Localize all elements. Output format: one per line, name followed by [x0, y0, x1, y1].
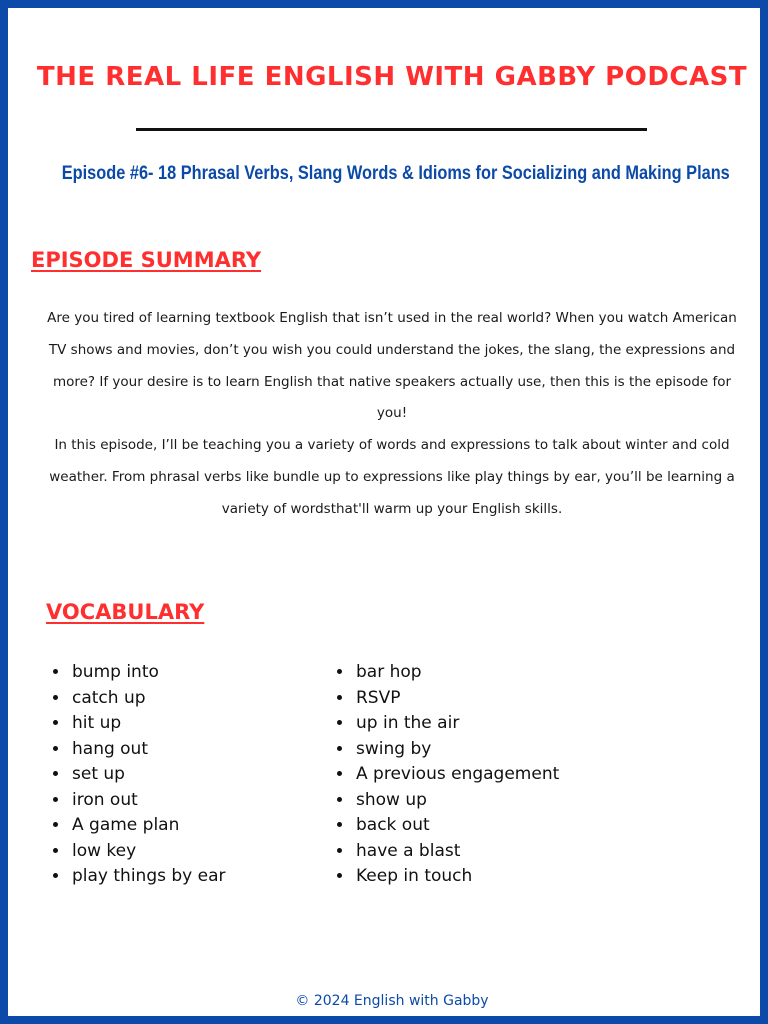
- summary-paragraph-2: In this episode, I’ll be teaching you a variety of words and expressions to talk about winter and cold weather. From phrasal verbs like bundle up to expressions like play things by ear, you’ll be learning a variety of wordsthat'll warm up your English skills.: [49, 437, 735, 517]
- vocabulary-item: • Keep in touch: [354, 864, 559, 890]
- vocabulary-item: • RSVP: [354, 686, 559, 712]
- summary-paragraph-1: Are you tired of learning textbook English that isn’t used in the real world? When you watch American TV shows and movies, don’t you wish you could understand the jokes, the slang, the expressions and more? If your desire is to learn English that native speakers actually use, then this is the episode for you!: [47, 310, 737, 422]
- episode-title: Episode #6- 18 Phrasal Verbs, Slang Words & Idioms for Socializing and Making Plans: [61, 163, 730, 184]
- title-divider: [136, 128, 647, 131]
- vocabulary-list-left: [46, 660, 226, 890]
- vocabulary-item: • back out: [354, 813, 559, 839]
- vocabulary-item: • bump into: [70, 660, 226, 686]
- vocabulary-item: • catch up: [70, 686, 226, 712]
- vocabulary-item: • show up: [354, 788, 559, 814]
- vocabulary-item: • swing by: [354, 737, 559, 763]
- vocabulary-item: • set up: [70, 762, 226, 788]
- vocabulary-item: • play things by ear: [70, 864, 226, 890]
- vocabulary-item: • bar hop: [354, 660, 559, 686]
- vocabulary-item: • have a blast: [354, 839, 559, 865]
- vocabulary-item: • A game plan: [70, 813, 226, 839]
- episode-summary: [38, 303, 746, 526]
- copyright-footer: © 2024 English with Gabby: [295, 993, 489, 1009]
- vocabulary-item: • A previous engagement: [354, 762, 559, 788]
- vocabulary-item: • hit up: [70, 711, 226, 737]
- podcast-title: THE REAL LIFE ENGLISH WITH GABBY PODCAST: [36, 62, 748, 92]
- vocabulary-item: • iron out: [70, 788, 226, 814]
- vocabulary-item: • hang out: [70, 737, 226, 763]
- episode-summary-heading: EPISODE SUMMARY: [31, 248, 262, 272]
- vocabulary-item: • low key: [70, 839, 226, 865]
- vocabulary-heading: VOCABULARY: [46, 600, 205, 624]
- vocabulary-list-right: [330, 660, 559, 890]
- vocabulary-item: • up in the air: [354, 711, 559, 737]
